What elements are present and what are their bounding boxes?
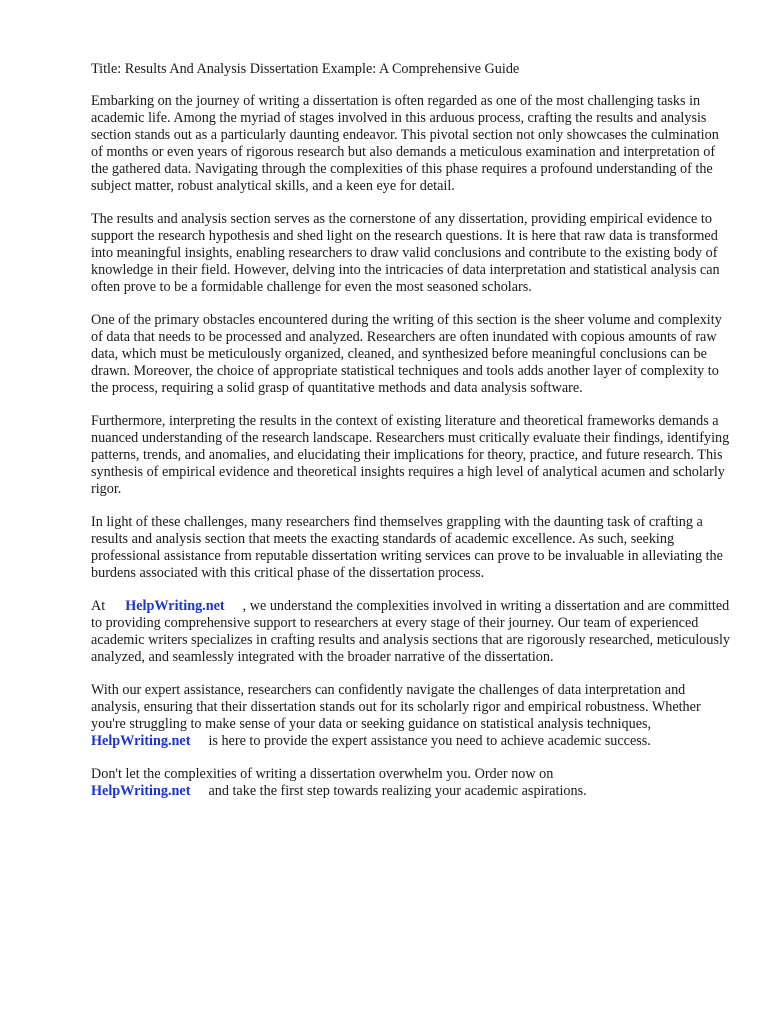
paragraph-7-rest: is here to provide the expert assistance you need to achieve academic success. [208,733,651,749]
paragraph-6-lead: At [91,598,106,614]
paragraph-5: In light of these challenges, many researchers find themselves grappling with the daunting task of crafting a results and analysis section that meets the exacting standards of academic excellence. As such, seeking professional assistance from reputable dissertation writing services can prove to be invaluable in alleviating the burdens associated with this critical phase of the dissertation process. [91,514,723,581]
paragraph-1: Embarking on the journey of writing a dissertation is often regarded as one of the most challenging tasks in academic life. Among the myriad of stages involved in this arduous process, crafting the results and analysis section stands out as a particularly daunting endeavor. This pivotal section not only showcases the culmination of months or even years of rigorous research but also demands a meticulous examination and interpretation of the gathered data. Navigating through the complexities of this phase requires a profound understanding of the subject matter, robust analytical skills, and a keen eye for detail. [91,93,719,194]
paragraph-6-rest: , we understand the complexities involved in writing a dissertation and are committed to providing comprehensive support to researchers at every stage of their journey. Our team of experienced academic writers specializes in crafting results and analysis sections that are rigorously researched, meticulously analyzed, and seamlessly integrated with the broader narrative of the dissertation. [91,598,730,665]
helpwriting-link[interactable]: HelpWriting.net [125,598,225,614]
paragraph-2: The results and analysis section serves as the cornerstone of any dissertation, providing empirical evidence to support the research hypothesis and shed light on the research questions. It is here that raw data is transformed into meaningful insights, enabling researchers to draw valid conclusions and contribute to the existing body of knowledge in their field. However, delving into the intricacies of data interpretation and statistical analysis can often prove to be a formidable challenge for even the most seasoned scholars. [91,211,720,295]
paragraph-8-lead: Don't let the complexities of writing a dissertation overwhelm you. Order now on [91,766,554,782]
document-page [91,61,731,816]
paragraph-4: Furthermore, interpreting the results in the context of existing literature and theoretical frameworks demands a nuanced understanding of the research landscape. Researchers must critically evaluate their findings, identifying patterns, trends, and anomalies, and elucidating their implications for theory, practice, and future research. This synthesis of empirical evidence and theoretical insights requires a high level of analytical acumen and scholarly rigor. [91,413,730,497]
paragraph-8-rest: and take the first step towards realizing your academic aspirations. [208,783,587,799]
document-title: Title: Results And Analysis Dissertation Example: A Comprehensive Guide [91,61,520,77]
paragraph-7-lead: With our expert assistance, researchers can confidently navigate the challenges of data interpretation and analysis, ensuring that their dissertation stands out for its scholarly rigor and empirical robustness. Whether you're struggling to make sense of your data or seeking guidance on statistical analysis techniques, [91,682,701,732]
paragraph-8 [91,766,731,800]
paragraph-6 [91,598,731,666]
paragraph-3: One of the primary obstacles encountered during the writing of this section is the sheer volume and complexity of data that needs to be processed and analyzed. Researchers are often inundated with copious amounts of raw data, which must be meticulously organized, cleaned, and synthesized before meaningful conclusions can be drawn. Moreover, the choice of appropriate statistical techniques and tools adds another layer of complexity to the process, requiring a solid grasp of quantitative methods and data analysis software. [91,312,722,396]
helpwriting-link[interactable]: HelpWriting.net [91,733,191,749]
helpwriting-link[interactable]: HelpWriting.net [91,783,191,799]
paragraph-7 [91,682,731,750]
